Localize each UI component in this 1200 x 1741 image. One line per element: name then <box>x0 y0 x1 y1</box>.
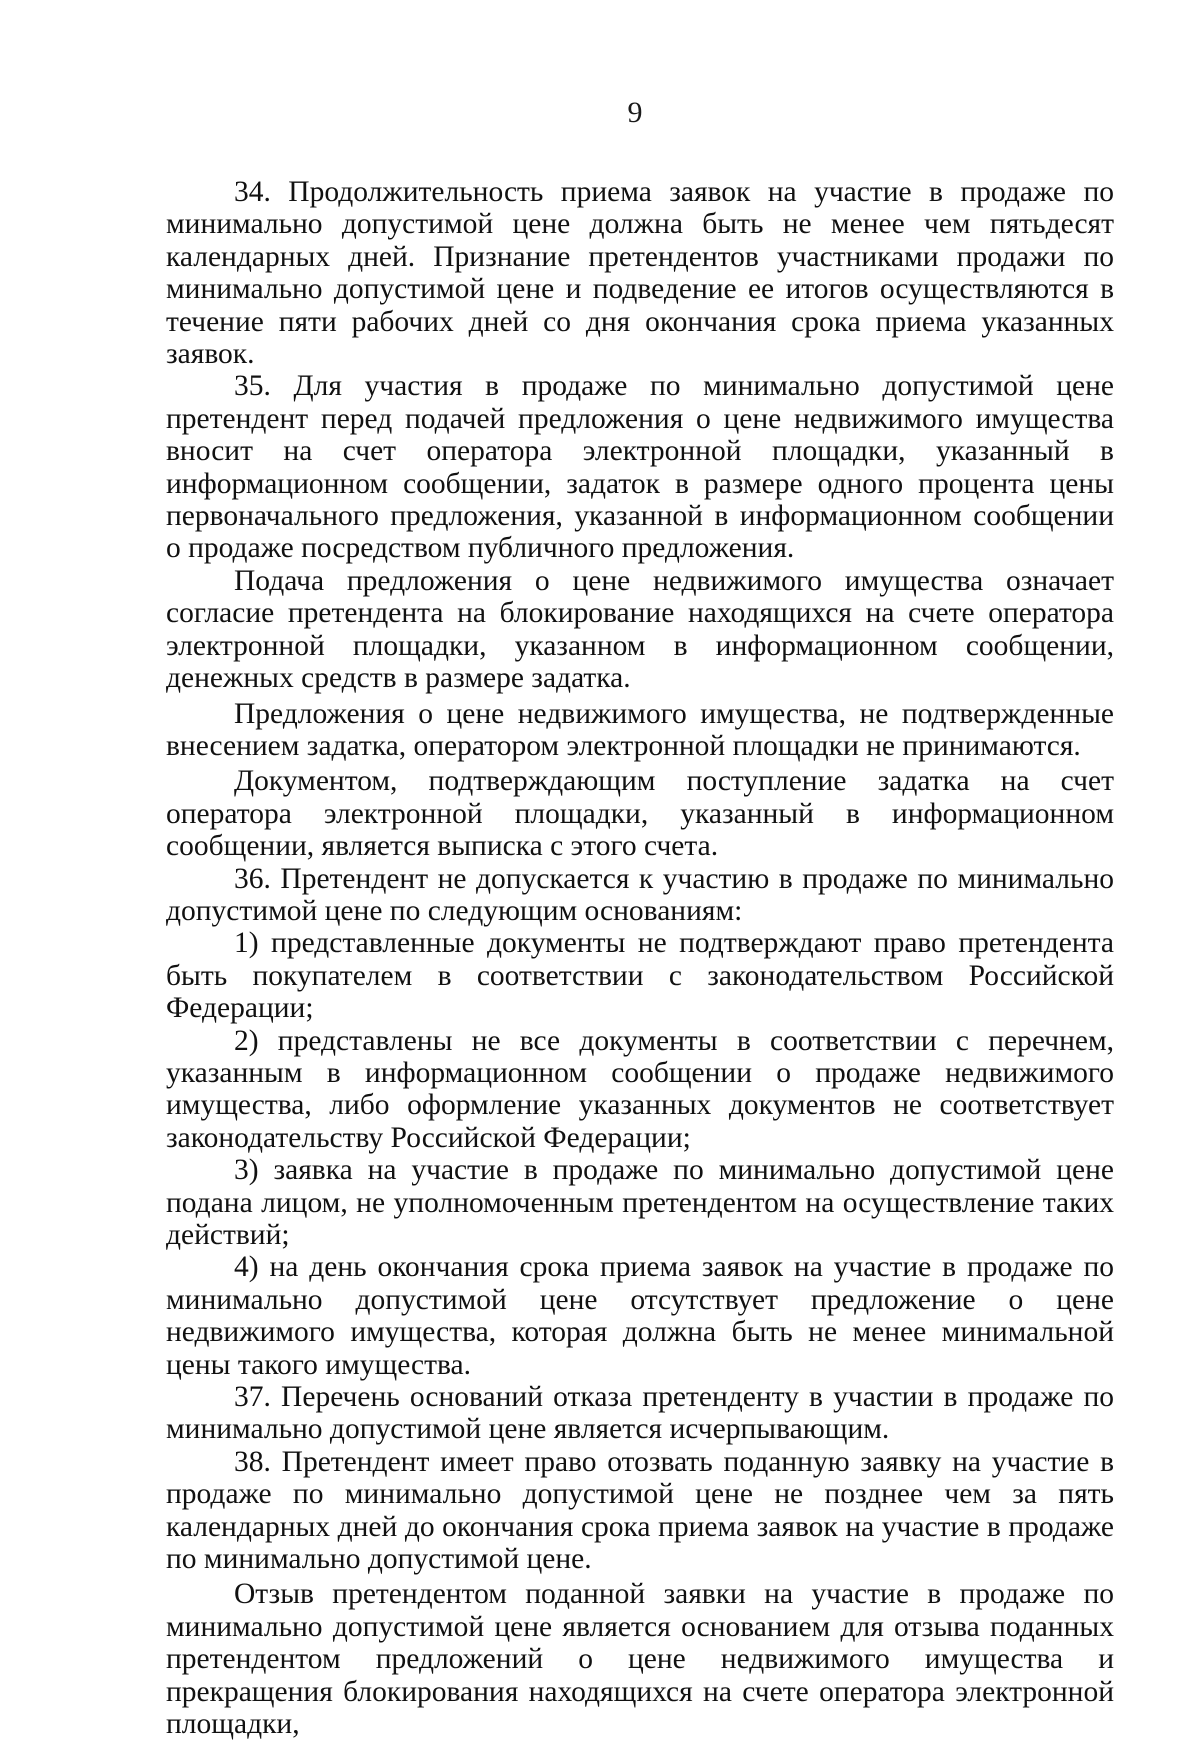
paragraph-deposit-consent: Подача предложения о цене недвижимого имущества означает согласие претендента на блокирование находящихся на счете оператора электронной площадки, указанном в информационном сообщении, денежных средств в размере задатка. <box>166 564 1114 695</box>
page-number: 9 <box>627 96 643 129</box>
paragraph-35: 35. Для участия в продаже по минимально допустимой цене претендент перед подачей предложения о цене недвижимого имущества вносит на счет оператора электронной площадки, указанный в информационном сообщении, задаток в размере одного процента цены первоначального предложения, указанной в информационном сообщении о продаже посредством публичного предложения. <box>166 370 1114 565</box>
list-item-3: 3) заявка на участие в продаже по минимально допустимой цене подана лицом, не уполномоченным претендентом на осуществление таких действий; <box>166 1154 1114 1251</box>
paragraph-unconfirmed-offers: Предложения о цене недвижимого имущества, не подтвержденные внесением задатка, оператором электронной площадки не принимаются. <box>166 697 1114 762</box>
paragraph-37: 37. Перечень оснований отказа претенденту в участии в продаже по минимально допустимой цене является исчерпывающим. <box>166 1381 1114 1446</box>
list-item-4: 4) на день окончания срока приема заявок на участие в продаже по минимально допустимой цене отсутствует предложение о цене недвижимого имущества, которая должна быть не менее минимальной цены такого имущества. <box>166 1251 1114 1381</box>
paragraph-deposit-document: Документом, подтверждающим поступление задатка на счет оператора электронной площадки, указанный в информационном сообщении, является выписка с этого счета. <box>166 765 1114 863</box>
list-item-1: 1) представленные документы не подтверждают право претендента быть покупателем в соответствии с законодательством Российской Федерации; <box>166 927 1114 1025</box>
paragraph-36: 36. Претендент не допускается к участию в продаже по минимально допустимой цене по следующим основаниям: <box>166 862 1114 927</box>
document-body <box>166 176 1114 1741</box>
list-item-2: 2) представлены не все документы в соответствии с перечнем, указанным в информационном сообщении о продаже недвижимого имущества, либо оформление указанных документов не соответствует законодательству Российской Федерации; <box>166 1024 1114 1154</box>
paragraph-34: 34. Продолжительность приема заявок на участие в продаже по минимально допустимой цене должна быть не менее чем пятьдесят календарных дней. Признание претендентов участниками продажи по минимально допустимой цене и подведение ее итогов осуществляются в течение пяти рабочих дней со дня окончания срока приема указанных заявок. <box>166 176 1114 371</box>
paragraph-38: 38. Претендент имеет право отозвать поданную заявку на участие в продаже по минимально допустимой цене не позднее чем за пять календарных дней до окончания срока приема заявок на участие в продаже по минимально допустимой цене. <box>166 1445 1114 1576</box>
paragraph-withdrawal: Отзыв претендентом поданной заявки на участие в продаже по минимально допустимой цене является основанием для отзыва поданных претендентом предложений о цене недвижимого имущества и прекращения блокирования находящихся на счете оператора электронной площадки, <box>166 1578 1114 1741</box>
